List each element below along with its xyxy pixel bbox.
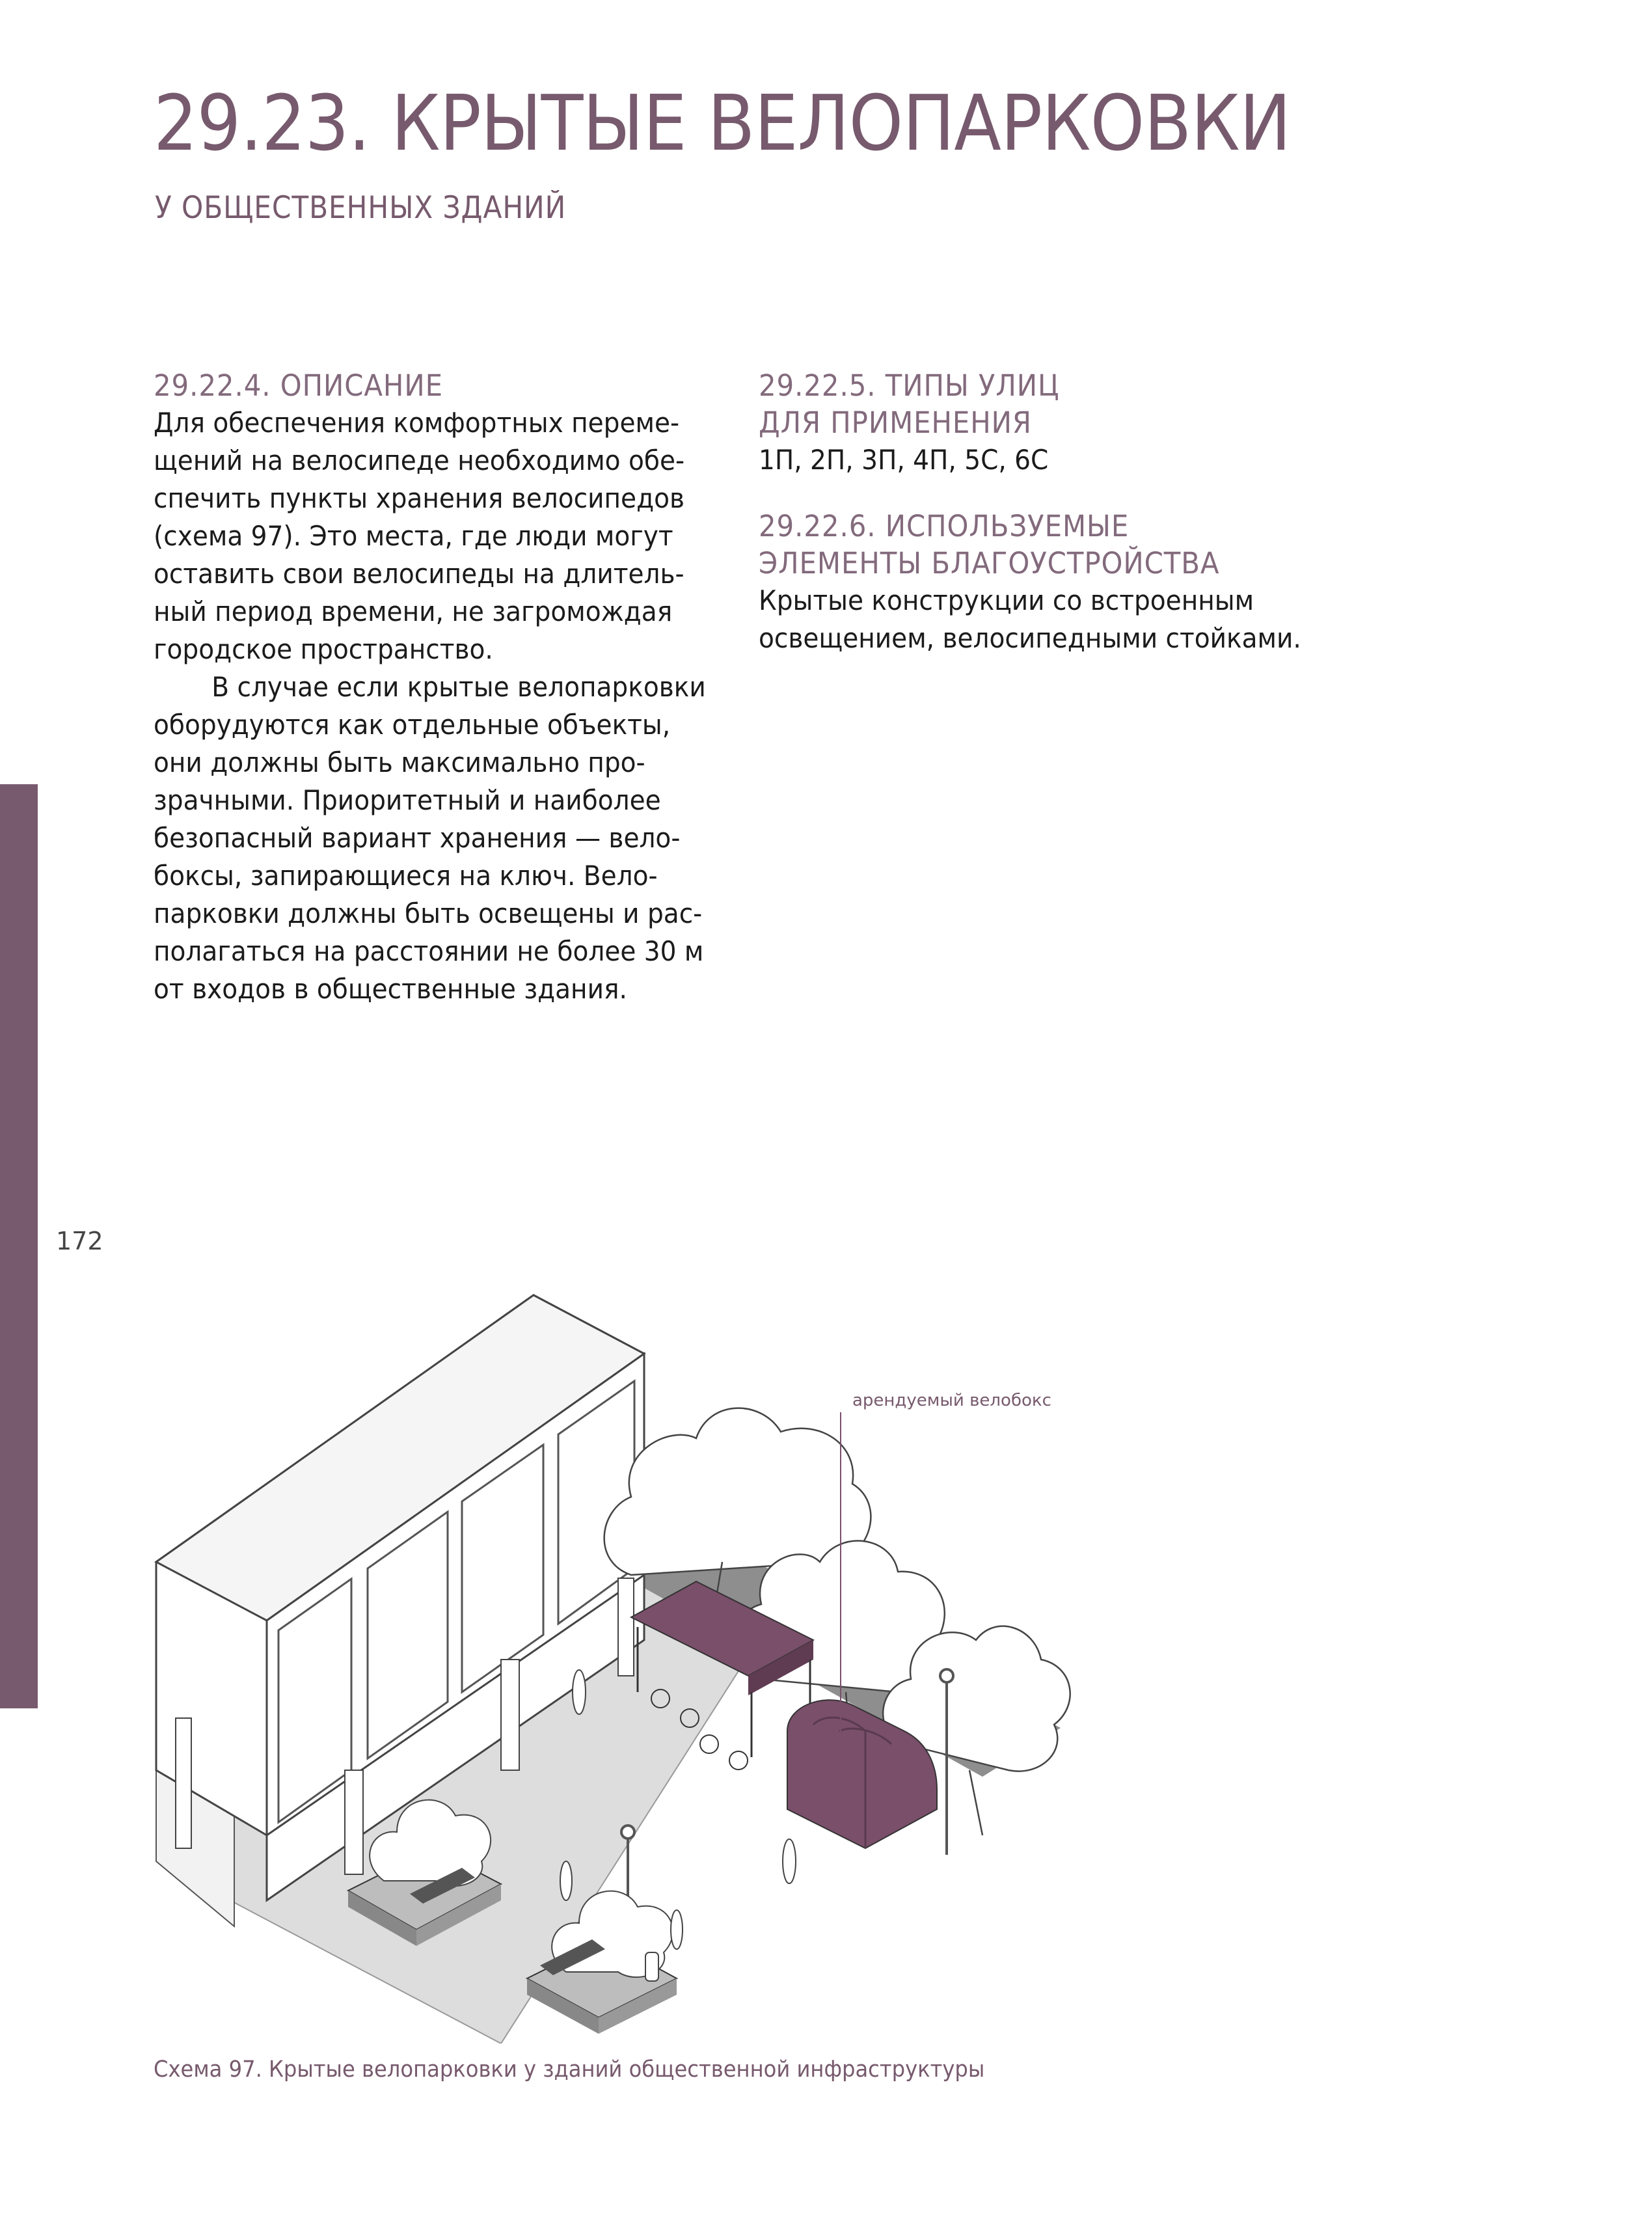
elements-heading-line-1: 29.22.6. ИСПОЛЬЗУЕМЫЕ xyxy=(759,509,1130,543)
page-title: 29.23. КРЫТЫЕ ВЕЛОПАРКОВКИ xyxy=(154,78,1291,168)
street-types-heading xyxy=(759,367,1364,441)
description-column xyxy=(154,367,711,1008)
street-types-value: 1П, 2П, 3П, 4П, 5С, 6С xyxy=(759,444,1049,476)
elements-value: Крытые конструкции со встроенным освещением, велосипедными стойками. xyxy=(759,584,1301,654)
description-paragraph-1: Для обеспечения комфортных переме- щений на велосипеде необходимо обе- спечить пункты хранения велосипедов (схема 97). Это места, где люди могут оставить свои велосипеды на длитель- ный период времени, не загромождая городское пространство. xyxy=(154,407,685,665)
description-heading: 29.22.4. ОПИСАНИЕ xyxy=(154,368,443,403)
page-number: 172 xyxy=(56,1227,103,1255)
info-column xyxy=(759,367,1364,657)
page-subtitle: У ОБЩЕСТВЕННЫХ ЗДАНИЙ xyxy=(155,190,567,226)
side-accent-bar xyxy=(0,784,38,1708)
street-types-heading-line-2: ДЛЯ ПРИМЕНЕНИЯ xyxy=(759,405,1032,440)
description-paragraph-2: В случае если крытые велопарковки оборудуются как отдельные объекты, они должны быть максимально про- зрачными. Приоритетный и наиболее безопасный вариант хранения — вело- боксы, запирающиеся на ключ. Вело- парковки должны быть освещены и рас- полагаться на расстоянии не более 30 м от входов в общественные здания. xyxy=(154,671,706,1005)
bike-parking-diagram xyxy=(137,1276,1113,2044)
street-types-heading-line-1: 29.22.5. ТИПЫ УЛИЦ xyxy=(759,368,1060,403)
elements-heading xyxy=(759,508,1364,582)
elements-heading-line-2: ЭЛЕМЕНТЫ БЛАГОУСТРОЙСТВА xyxy=(759,546,1220,581)
figure-caption: Схема 97. Крытые велопарковки у зданий общественной инфраструктуры xyxy=(154,2057,985,2083)
callout-label: арендуемый велобокс xyxy=(852,1391,1051,1410)
